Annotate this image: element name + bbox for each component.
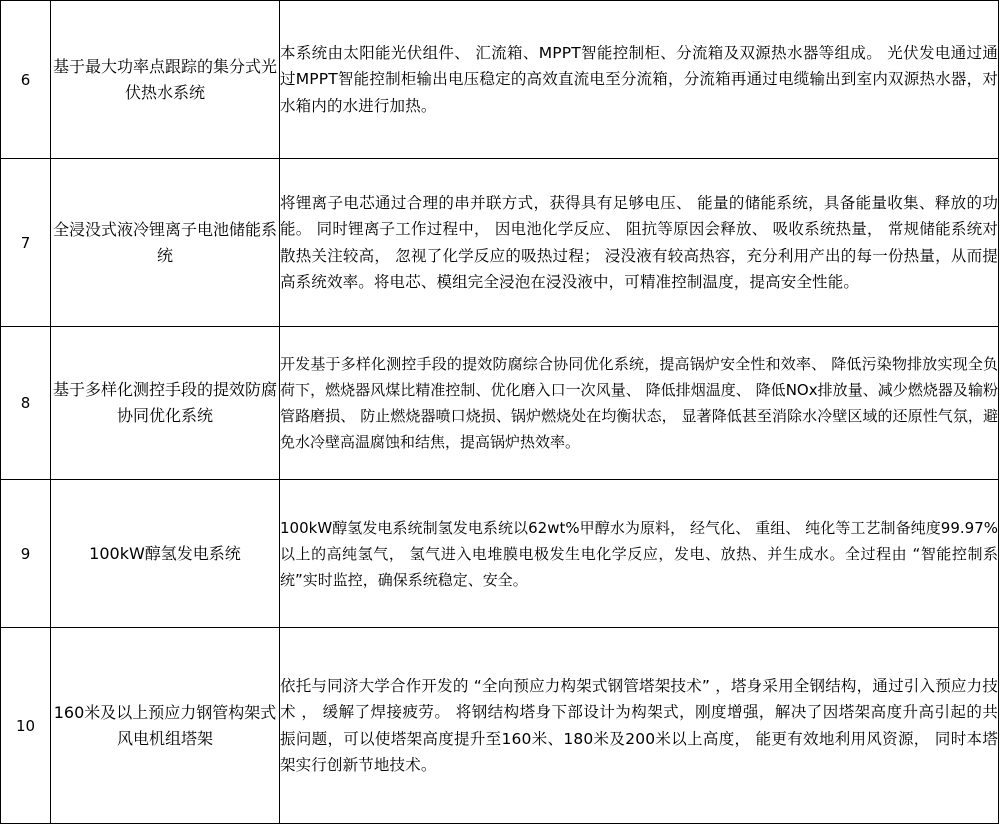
item-name: 基于最大功率点跟踪的集分式光伏热水系统	[51, 1, 280, 159]
row-number: 10	[1, 628, 51, 824]
item-description: 100kW醇氢发电系统制氢发电系统以62wt%甲醇水为原料， 经气化、 重组、 纯化等工艺制备纯度99.97%以上的高纯氢气， 氢气进入电堆膜电极发生电化学反应，发电、放热、并生成水。全过程由 “智能控制系统”实时监控，确保系统稳定、安全。	[280, 480, 999, 628]
item-name: 全浸没式液冷锂离子电池储能系统	[51, 159, 280, 327]
table-row	[1, 480, 999, 628]
row-number: 6	[1, 1, 51, 159]
item-description: 将锂离子电芯通过合理的串并联方式，获得具有足够电压、 能量的储能系统，具备能量收集、释放的功能。 同时锂离子工作过程中， 因电池化学反应、 阻抗等原因会释放、 吸收系统热量， 常规储能系统对散热关注较高， 忽视了化学反应的吸热过程； 浸没液有较高热容，充分利用产出的每一份热量，从而提高系统效率。将电芯、模组完全浸泡在浸没液中，可精准控制温度，提高安全性能。	[280, 159, 999, 327]
item-description: 开发基于多样化测控手段的提效防腐综合协同优化系统，提高锅炉安全性和效率、 降低污染物排放实现全负荷下，燃烧器风煤比精准控制、优化磨入口一次风量、 降低排烟温度、 降低NOx排放量、减少燃烧器及输粉管路磨损、 防止燃烧器喷口烧损、锅炉燃烧处在均衡状态， 显著降低甚至消除水冷壁区域的还原性气氛，避免水冷壁高温腐蚀和结焦，提高锅炉热效率。	[280, 327, 999, 480]
table-row	[1, 159, 999, 327]
table-row	[1, 628, 999, 824]
item-name: 160米及以上预应力钢管构架式风电机组塔架	[51, 628, 280, 824]
table-row	[1, 327, 999, 480]
row-number: 9	[1, 480, 51, 628]
item-name: 100kW醇氢发电系统	[51, 480, 280, 628]
table-row	[1, 1, 999, 159]
row-number: 8	[1, 327, 51, 480]
item-description: 依托与同济大学合作开发的 “全向预应力构架式钢管塔架技术” ，塔身采用全钢结构，通过引入预应力技术 ， 缓解了焊接疲劳。 将钢结构塔身下部设计为构架式，刚度增强，解决了因塔架高度升高引起的共振问题，可以使塔架高度提升至160米、180米及200米以上高度， 能更有效地利用风资源， 同时本塔架实行创新节地技术。	[280, 628, 999, 824]
item-description: 本系统由太阳能光伏组件、 汇流箱、MPPT智能控制柜、分流箱及双源热水器等组成。 光伏发电通过通过MPPT智能控制柜输出电压稳定的高效直流电至分流箱，分流箱再通过电缆输出到室内双源热水器，对水箱内的水进行加热。	[280, 1, 999, 159]
item-name: 基于多样化测控手段的提效防腐协同优化系统	[51, 327, 280, 480]
row-number: 7	[1, 159, 51, 327]
